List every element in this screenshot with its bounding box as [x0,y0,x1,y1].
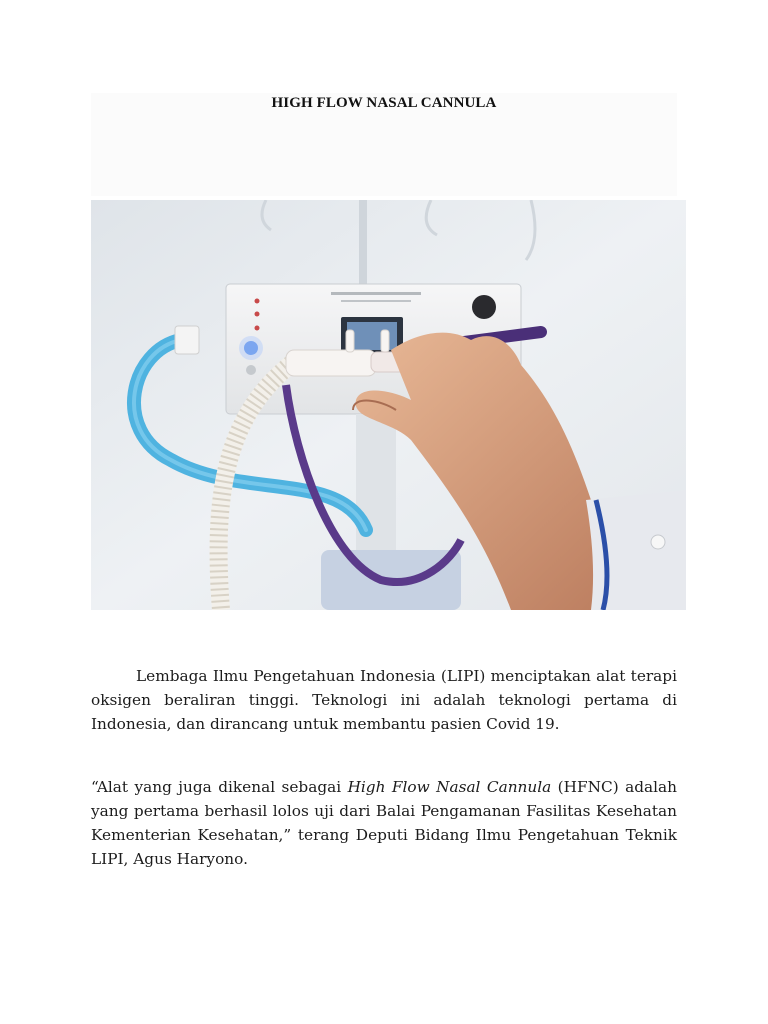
page-title: HIGH FLOW NASAL CANNULA [271,95,497,111]
quote-italic-term: High Flow Nasal Cannula [347,778,552,796]
title-band [91,93,677,196]
paragraph-quote [91,775,677,871]
paragraph-intro: Lembaga Ilmu Pengetahuan Indonesia (LIPI) menciptakan alat terapi oksigen beraliran tinggi. Teknologi ini adalah teknologi pertama di Indonesia, dan dirancang untuk membantu pasien Covid 19. [91,667,677,733]
quote-end: (HFNC) adalah yang pertama berhasil lolos uji dari Balai Pengamanan Fasilitas Kesehatan Kementerian Kesehatan,” terang Deputi Bidang Ilmu Pengetahuan Teknik LIPI, Agus Haryono. [91,778,677,868]
quote-start: “Alat yang juga dikenal sebagai [91,778,348,796]
hfnc-device-photo [91,200,686,610]
